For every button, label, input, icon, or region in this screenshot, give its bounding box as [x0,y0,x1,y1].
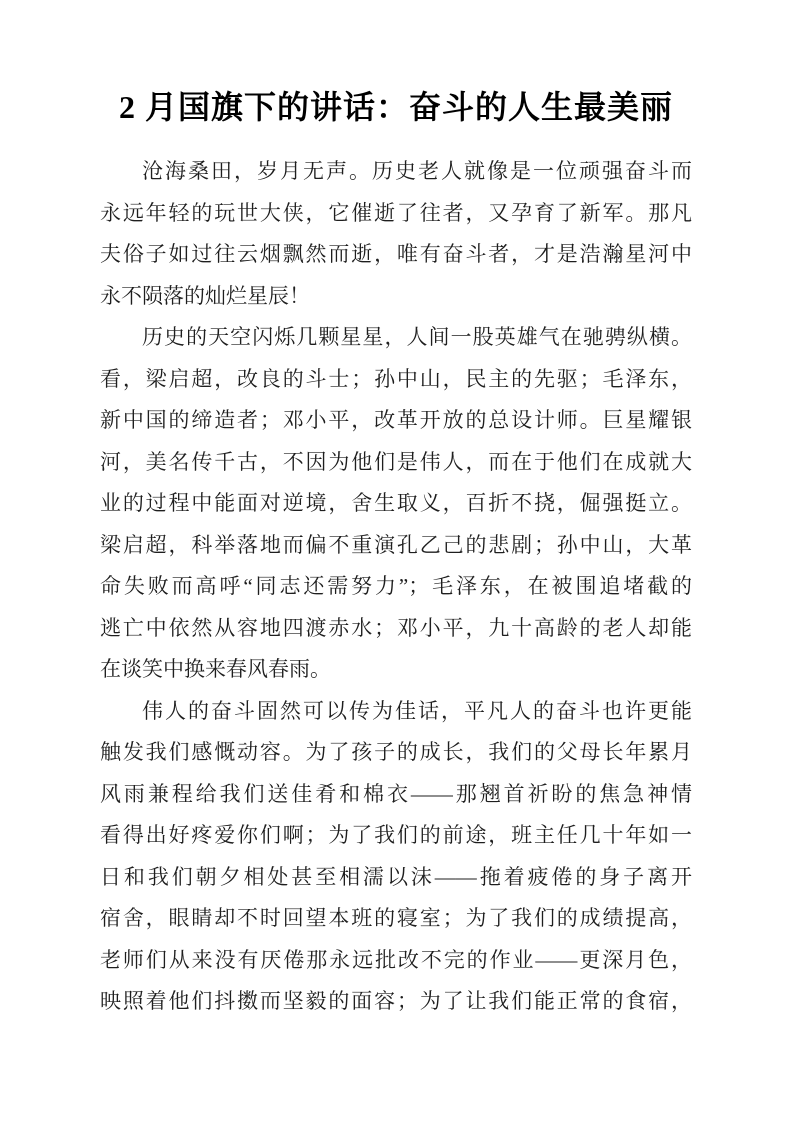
text-line: 历史的天空闪烁几颗星星，人间一股英雄气在驰骋纵横。 [142,325,692,349]
text-line: 业的过程中能面对逆境，舍生取义，百折不挠，倔强挺立。 [100,491,692,515]
text-line: 沧海桑田，岁月无声。历史老人就像是一位顽强奋斗而 [142,159,692,183]
document-content [100,84,692,1023]
document-body [100,151,692,1023]
text-line: 宿舍，眼睛却不时回望本班的寝室；为了我们的成绩提高， [100,906,692,930]
text-line: 在谈笑中换来春风春雨。 [100,657,331,681]
text-line: 夫俗子如过往云烟飘然而逝，唯有奋斗者，才是浩瀚星河中 [100,242,692,266]
text-line: 梁启超，科举落地而偏不重演孔乙己的悲剧；孙中山，大革 [100,532,692,557]
text-line: 新中国的缔造者；邓小平，改革开放的总设计师。巨星耀银 [100,408,692,432]
text-line: 日和我们朝夕相处甚至相濡以沫——拖着疲倦的身子离开 [100,864,692,889]
text-line: 映照着他们抖擞而坚毅的面容；为了让我们能正常的食宿， [100,989,692,1013]
text-line: 触发我们感慨动容。为了孩子的成长，我们的父母长年累月 [100,740,692,764]
text-line: 永不陨落的灿烂星辰！ [100,283,310,308]
text-line: 伟人的奋斗固然可以传为佳话，平凡人的奋斗也许更能 [142,698,692,723]
document-title: 2 月国旗下的讲话：奋斗的人生最美丽 [118,89,673,125]
text-line: 风雨兼程给我们送佳肴和棉衣——那翘首祈盼的焦急神情 [100,781,692,806]
text-line: 永远年轻的玩世大侠，它催逝了往者，又孕育了新军。那凡 [100,200,692,225]
text-line: 老师们从来没有厌倦那永远批改不完的作业——更深月色， [100,947,692,972]
text-line: 河，美名传千古，不因为他们是伟人，而在于他们在成就大 [100,449,692,474]
text-line: 命失败而高呼“同志还需努力”；毛泽东，在被围追堵截的 [100,574,692,598]
text-line: 逃亡中依然从容地四渡赤水；邓小平，九十高龄的老人却能 [100,615,692,640]
text-line: 看得出好疼爱你们啊；为了我们的前途，班主任几十年如一 [100,823,692,847]
text-line: 看，梁启超，改良的斗士；孙中山，民主的先驱；毛泽东， [100,366,692,391]
